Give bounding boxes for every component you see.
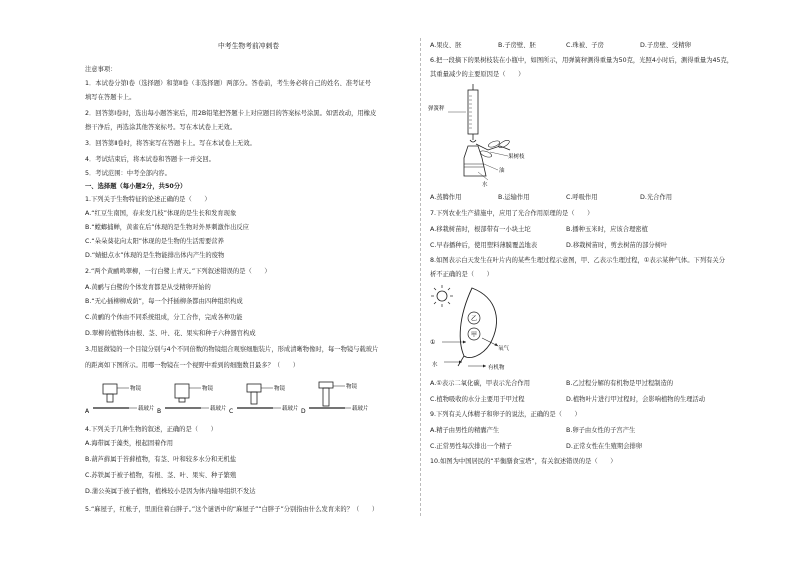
svg-text:物镜: 物镜 (130, 386, 142, 392)
question-6-stem-2: 其重量减少的主要原因是（ ） (430, 71, 525, 78)
question-1-option-a: A.“红豆生南国，春来发几枝”体现的是生长和发育现象 (85, 210, 237, 217)
notice-line: 擦干净后，再选涂其他答案标号。写在本试卷上无效。 (85, 124, 237, 131)
question-4-option-c: C.苏铁属于被子植物，有根、茎、叶、果实、种子繁殖 (85, 472, 237, 479)
figure-label: C (229, 408, 234, 415)
label-oil: 油 (499, 168, 505, 174)
label-branch: 果树枝 (508, 154, 525, 160)
question-5-option-d: D.子房壁、受精卵 (640, 42, 691, 49)
question-5-option-b: B.子房壁、胚 (498, 42, 536, 49)
question-8-option-c: C.植物吸收的水分主要用于甲过程 (430, 396, 525, 403)
svg-text:物镜: 物镜 (346, 384, 358, 390)
objective-lens-figure (85, 380, 375, 416)
question-1-option-c: C.“朵朵葵花向太阳”体现的是生物的生活需要营养 (85, 238, 224, 245)
question-6-option-a: A.蒸腾作用 (430, 194, 462, 201)
figure-label: D (301, 408, 306, 415)
svg-text:载玻片: 载玻片 (210, 406, 227, 412)
column-divider (420, 38, 421, 516)
question-1-option-b: B.“螳螂捕蝉，黄雀在后”体现的是生物对外界刺激作出反应 (85, 224, 249, 231)
question-1-stem: 1.下列关于生物特征的论述正确的是（ ） (85, 196, 211, 203)
question-5-stem: 5.“麻屋子，红帐子，里面住着白胖子。”这个谜语中的“麻屋子”“白胖子”分别指由什么发育来的？（ ） (85, 506, 379, 513)
question-2-option-b: B.“无心插柳柳成荫”，每一个扦插柳条都由四种组织构成 (85, 298, 243, 305)
question-8-option-d: D.植物叶片进行甲过程时，会影响植物的生理活动 (566, 396, 706, 403)
question-4-option-a: A.海带属于藻类，根起固着作用 (85, 440, 174, 447)
leaf-process-figure (428, 282, 538, 374)
question-6-stem: 6.把一段摘下的果树枝装在小瓶中，如图所示，用弹簧秤测得重量为50克，光照4小时后，测得重量为45克， (430, 57, 734, 64)
question-6-option-b: B.运输作用 (498, 194, 530, 201)
notice-heading: 注意事项： (85, 66, 117, 73)
label-spring-scale: 弹簧秤 (428, 106, 445, 112)
question-8-option-a: A.①表示二氧化碳，甲表示光合作用 (430, 380, 530, 387)
question-5-option-c: C.珠被、子房 (566, 42, 604, 49)
question-2-option-a: A.黄鹂与白鹭的个体发育都是从受精卵开始的 (85, 284, 211, 291)
figure-a (85, 384, 155, 415)
question-7-option-a: A.移栽树苗时，根部带有一小块土坨 (430, 226, 531, 233)
question-9-option-b: B.卵子由女性的子宫产生 (566, 427, 636, 434)
notice-line: 2．回答第Ⅰ卷时，选出每小题答案后，用2B铅笔把答题卡上对应题目的答案标号涂黑。如需改动，用橡皮 (85, 110, 377, 117)
question-9-option-d: D.正常女性在生殖期会排卵 (566, 443, 643, 450)
notice-line: 填写在答题卡上。 (85, 94, 136, 101)
sun-icon (431, 285, 453, 307)
leaf-shape (460, 288, 496, 358)
svg-text:载玻片: 载玻片 (282, 406, 299, 412)
label-water: 水 (482, 182, 488, 188)
question-5-option-a: A.果皮、胚 (430, 42, 462, 49)
question-4-stem: 4.下列关于几种生物的叙述，正确的是（ ） (85, 426, 217, 433)
label-one: ① (430, 339, 436, 346)
notice-line: 1．本试卷分第Ⅰ卷（选择题）和第Ⅱ卷（非选择题）两部分。答卷前，考生务必将自己的姓名、准考证号 (85, 80, 372, 87)
question-9-stem: 9.下列有关人体精子和卵子的说法，正确的是（ ） (430, 411, 581, 418)
page-title: 中考生物考前冲刺卷 (218, 42, 280, 50)
label-yi: 乙 (471, 315, 478, 323)
svg-text:载玻片: 载玻片 (352, 406, 369, 412)
label-water: 水 (432, 362, 438, 368)
objective-lens-shape (103, 384, 117, 394)
notice-line: 3．回答第Ⅱ卷时，将答案写在答题卡上。写在本试卷上无效。 (85, 140, 256, 147)
label-organic: 有机物 (488, 365, 505, 371)
question-2-stem: 2.“两个黄鹂鸣翠柳，一行白鹭上青天。”下列叙述错误的是（ ） (85, 268, 271, 275)
objective-lens-shape (247, 384, 261, 392)
question-7-option-b: B.播种玉米时，应该合理密植 (566, 226, 648, 233)
question-3-stem: 3.用显微镜的一个目镜分别与4个不同倍数的物镜组合观察细胞装片，形成清晰物像时，每一物镜与载玻片 (85, 346, 379, 353)
question-2-option-c: C.黄鹂的个体由不同系统组成，分工合作，完成各种功能 (85, 314, 243, 321)
objective-lens-shape (175, 384, 189, 398)
figure-b (157, 384, 227, 415)
question-2-option-d: D.翠柳的植物体由根、茎、叶、花、果实和种子六种器官构成 (85, 330, 256, 337)
section-heading: 一、选择题（每小题2分，共50分） (85, 183, 187, 190)
figure-label: B (157, 408, 162, 415)
notice-line: 5．考试范围：中考全部内容。 (85, 170, 171, 177)
svg-text:物镜: 物镜 (202, 386, 214, 392)
spring-scale-figure (428, 84, 538, 188)
question-7-option-c: C.早春播种后，使用塑料薄膜覆盖地表 (430, 242, 538, 249)
question-8-stem-2: 析不正确的是（ ） (430, 271, 493, 278)
label-jia: 甲 (471, 331, 478, 339)
question-6-option-c: C.呼吸作用 (566, 194, 598, 201)
question-8-option-b: B.乙过程分解的有机物是甲过程制造的 (566, 380, 674, 387)
figure-label: A (85, 408, 90, 415)
question-4-option-b: B.葫芦藓属于苔藓植物，有茎、叶和较多水分和无机盐 (85, 456, 237, 463)
question-7-option-d: D.移栽树苗时，剪去树苗的部分树叶 (566, 242, 668, 249)
objective-lens-shape (319, 382, 333, 388)
question-10-stem: 10.如图为中国居民的“平衡膳食宝塔”，有关叙述错误的是（ ） (430, 458, 617, 465)
svg-text:载玻片: 载玻片 (138, 406, 155, 412)
question-6-option-d: D.光合作用 (640, 194, 673, 201)
svg-text:物镜: 物镜 (274, 386, 286, 392)
notice-line: 4．考试结束后，将本试卷和答题卡一并交回。 (85, 156, 215, 163)
question-7-stem: 7.下列农业生产措施中，应用了光合作用原理的是（ ） (430, 210, 594, 217)
figure-c (229, 384, 299, 415)
question-1-option-d: D.“蜻蜓点水”体现的是生物能排出体内产生的废物 (85, 252, 225, 259)
question-8-stem: 8.如图表示白天发生在叶片内的某些生理过程示意图，甲、乙表示生理过程，①表示某种气体。下列有关分 (430, 257, 726, 264)
question-9-option-a: A.精子由男性的精囊产生 (430, 427, 500, 434)
question-9-option-c: C.正常男性每次排出一个精子 (430, 443, 512, 450)
question-3-stem-2: 的距离如下图所示。用哪一物镜在一个视野中看到的细胞数目最多？（ ） (85, 362, 300, 369)
question-4-option-d: D.蒲公英属于被子植物，植株较小是因为体内输导组织不发达 (85, 488, 256, 495)
figure-d (301, 382, 369, 415)
label-oxygen: 氧气 (498, 346, 510, 352)
